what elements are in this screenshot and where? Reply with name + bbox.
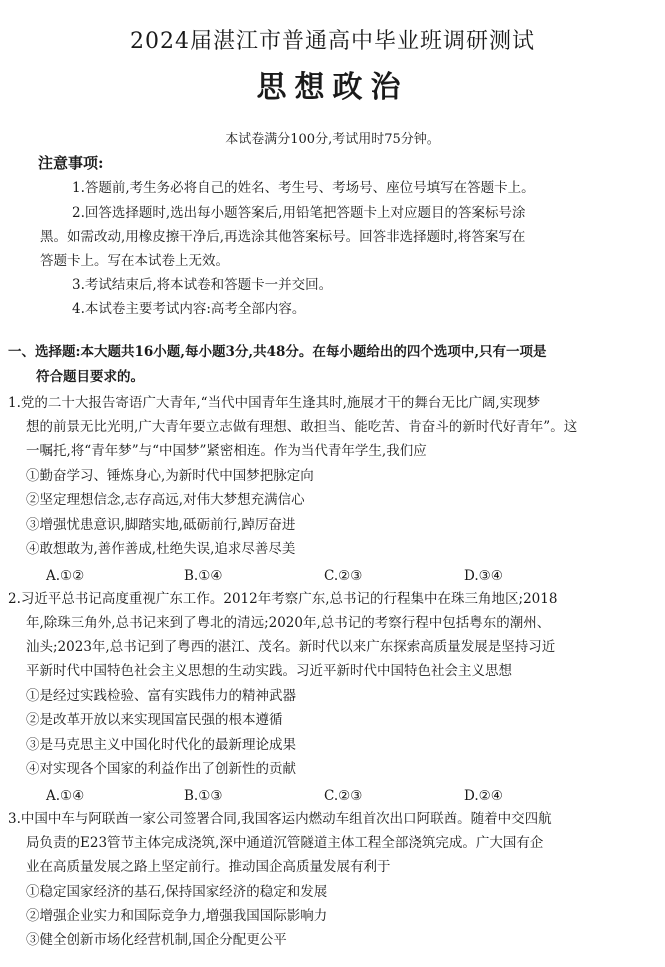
- question-stem: 一嘱托,将“青年梦”与“中国梦”紧密相连。作为当代青年学生,我们应: [26, 443, 427, 459]
- option-d: D.②④: [464, 788, 503, 804]
- page-bottom-edge: [0, 958, 665, 967]
- exam-meta: 本试卷满分100分,考试用时75分钟。: [225, 132, 440, 147]
- question-stem: 年,除珠三角外,总书记来到了粤北的清远;2020年,总书记的考察行程中包括粤东的潮州、: [26, 615, 551, 631]
- section-heading-cont: 符合题目要求的。: [36, 369, 144, 385]
- question-stem: 2.习近平总书记高度重视广东工作。2012年考察广东,总书记的行程集中在珠三角地区;2018: [8, 591, 558, 607]
- section-heading: 一、选择题:本大题共16小题,每小题3分,共48分。在每小题给出的四个选项中,只有一项是: [8, 344, 547, 360]
- question-item: ②坚定理想信念,志存高远,对伟大梦想充满信心: [26, 492, 305, 508]
- question-item: ③是马克思主义中国化时代化的最新理论成果: [26, 737, 296, 753]
- question-item: ②增强企业实力和国际竞争力,增强我国国际影响力: [26, 908, 328, 924]
- question-item: ①勤奋学习、锤炼身心,为新时代中国梦把脉定向: [26, 468, 314, 484]
- notice-heading: 注意事项:: [38, 154, 104, 172]
- notice-line: 黑。如需改动,用橡皮擦干净后,再选涂其他答案标号。回答非选择题时,将答案写在: [40, 229, 526, 245]
- question-stem: 平新时代中国特色社会主义思想的生动实践。习近平新时代中国特色社会主义思想: [26, 663, 512, 679]
- question-stem: 局负责的E23管节主体完成浇筑,深中通道沉管隧道主体工程全部浇筑完成。广大国有企: [26, 835, 544, 851]
- question-item: ②是改革开放以来实现国富民强的根本遵循: [26, 712, 283, 728]
- notice-line: 答题卡上。写在本试卷上无效。: [40, 253, 229, 269]
- subject-title: 思想政治: [256, 70, 409, 105]
- question-stem: 业在高质量发展之路上坚定前行。推动国企高质量发展有利于: [26, 859, 391, 875]
- question-stem: 3.中国中车与阿联酋一家公司签署合同,我国客运内燃动车组首次出口阿联酋。随着中交四航: [8, 811, 552, 827]
- question-item: ④敢想敢为,善作善成,杜绝失误,追求尽善尽美: [26, 541, 296, 557]
- question-stem: 想的前景无比光明,广大青年要立志做有理想、敢担当、能吃苦、肯奋斗的新时代好青年”。这: [26, 419, 578, 435]
- option-a: A.①④: [46, 788, 85, 804]
- notice-line: 3.考试结束后,将本试卷和答题卡一并交回。: [72, 277, 333, 293]
- notice-line: 4.本试卷主要考试内容:高考全部内容。: [72, 301, 306, 317]
- question-item: ④对实现各个国家的利益作出了创新性的贡献: [26, 761, 296, 777]
- question-stem: 1.党的二十大报告寄语广大青年,“当代中国青年生逢其时,施展才干的舞台无比广阔,实现梦: [8, 395, 541, 411]
- question-stem: 汕头;2023年,总书记到了粤西的湛江、茂名。新时代以来广东探索高质量发展是坚持习近: [26, 639, 556, 655]
- option-b: B.①③: [184, 788, 223, 804]
- question-item: ③增强忧患意识,脚踏实地,砥砺前行,踔厉奋进: [26, 517, 296, 533]
- notice-line: 1.答题前,考生务必将自己的姓名、考生号、考场号、座位号填写在答题卡上。: [72, 180, 535, 196]
- option-b: B.①④: [184, 568, 223, 584]
- exam-title: 2024届湛江市普通高中毕业班调研测试: [130, 29, 535, 54]
- question-item: ①稳定国家经济的基石,保持国家经济的稳定和发展: [26, 884, 328, 900]
- option-a: A.①②: [46, 568, 85, 584]
- question-item: ③健全创新市场化经营机制,国企分配更公平: [26, 932, 287, 948]
- option-c: C.②③: [324, 568, 363, 584]
- option-c: C.②③: [324, 788, 363, 804]
- option-d: D.③④: [464, 568, 503, 584]
- notice-line: 2.回答选择题时,选出每小题答案后,用铅笔把答题卡上对应题目的答案标号涂: [72, 205, 526, 221]
- question-item: ①是经过实践检验、富有实践伟力的精神武器: [26, 688, 296, 704]
